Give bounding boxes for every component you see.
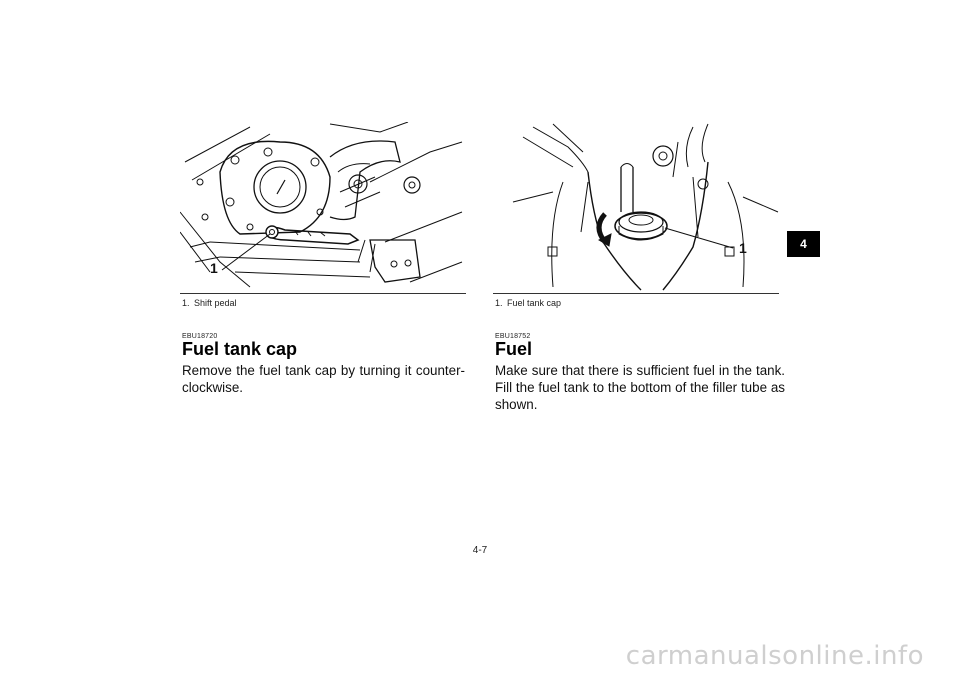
section-body: Make sure that there is sufficient fuel in the tank. Fill the fuel tank to the bottom of the filler tube as shown. xyxy=(495,363,785,412)
section-code: EBU18752 xyxy=(495,333,531,340)
page-number: 4-7 xyxy=(472,545,488,556)
callout-number: 1 xyxy=(210,260,218,276)
watermark: carmanualsonline.info xyxy=(625,641,924,671)
caption-number: 1. xyxy=(495,298,503,308)
section-heading: Fuel xyxy=(495,339,533,359)
section-body: Remove the fuel tank cap by turning it counter-clockwise. xyxy=(182,363,465,395)
caption-text: Fuel tank cap xyxy=(507,298,562,308)
caption-text: Shift pedal xyxy=(194,298,237,308)
figure-caption xyxy=(495,298,561,308)
chapter-tab: 4 xyxy=(787,231,820,257)
shift-pedal-illustration xyxy=(180,122,466,292)
section-heading: Fuel tank cap xyxy=(182,339,298,359)
section-code: EBU18720 xyxy=(182,333,218,340)
caption-number: 1. xyxy=(182,298,190,308)
caption-divider xyxy=(493,293,779,294)
figure-caption xyxy=(182,298,237,308)
caption-divider xyxy=(180,293,466,294)
callout-number: 1 xyxy=(739,240,747,256)
fuel-tank-cap-illustration xyxy=(493,122,779,292)
